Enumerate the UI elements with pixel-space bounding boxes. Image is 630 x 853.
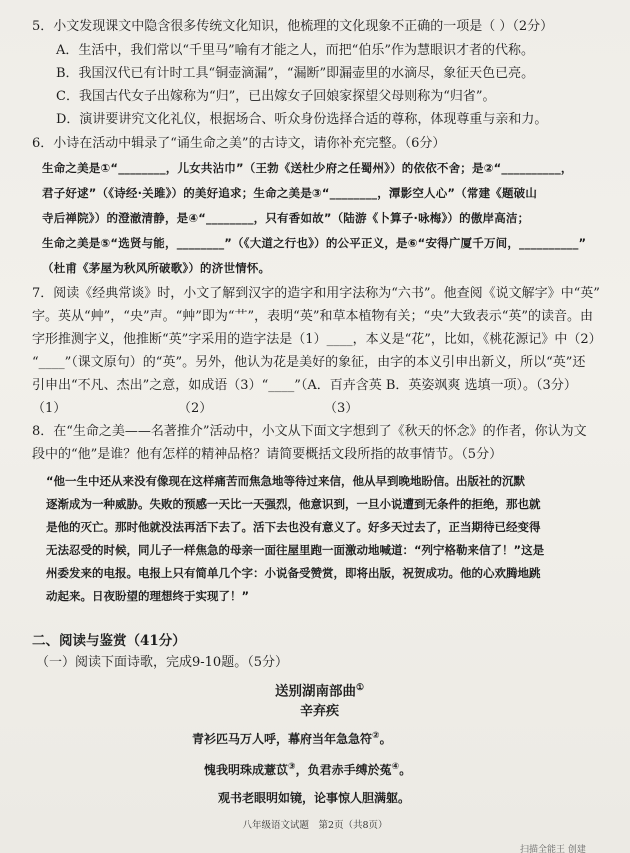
answer-slot-1: （1） bbox=[32, 401, 67, 416]
answer-slot-2: （2） bbox=[178, 401, 213, 416]
question-7-line: 字形推测字义，他推断“英”字采用的造字法是（1）____，本义是“花”，比如，《桃花源记》中（2） bbox=[32, 332, 602, 347]
answer-slot-3: （3） bbox=[324, 401, 359, 416]
footnote-marker: ③ bbox=[288, 761, 296, 772]
poem-title bbox=[32, 678, 607, 702]
question-5-option-a: A．生活中，我们常以“千里马”喻有才能之人，而把“伯乐”作为慧眼识才者的代称。 bbox=[56, 43, 534, 58]
footnote-marker: ④ bbox=[391, 761, 400, 772]
question-5-stem: 5．小文发现课文中隐含很多传统文化知识，他梳理的文化现象不正确的一项是（ ）（2分） bbox=[32, 19, 554, 34]
poem-line-end: 。 bbox=[379, 731, 392, 746]
question-8-quote-line: 无法忍受的时候，同儿子一样焦急的母亲一面往屋里跑一面激动地喊道：“列宁格勒来信了！”这是 bbox=[46, 543, 545, 557]
question-8-quote-line: 逐渐成为一种威胁。失败的预感一天比一天强烈，他意识到，一旦小说遭到无条件的拒绝，那也就 bbox=[46, 497, 541, 511]
question-8-quote-line: 是他的灭亡。那时他就没法再活下去了。活下去也没有意义了。好多天过去了，正当期待已经变得 bbox=[46, 520, 541, 534]
poem-line-end: ，负君赤手缚於菟 bbox=[295, 762, 392, 777]
poem-line-text: 愧我明珠成薏苡 bbox=[204, 762, 289, 777]
question-7-line: 引申出“不凡、杰出”之意，如成语（3）“____”（A．百卉含英 B．英姿飒爽 选填一项）。（3分） bbox=[32, 378, 577, 393]
poem-line: 观书老眼明如镜，论事惊人胆满躯。 bbox=[218, 790, 411, 805]
question-6-line: 生命之美是①“________，儿女共沾巾”（王勃《送杜少府之任蜀州》）的依依不舍；是②“__________， bbox=[42, 161, 573, 175]
question-6-line: 君子好逑”（《诗经·关雎》）的美好追求；生命之美是③“________，潭影空人心”（常建《题破山 bbox=[42, 186, 538, 200]
question-6-stem: 6．小诗在活动中辑录了“诵生命之美”的古诗文，请你补充完整。（6分） bbox=[32, 136, 446, 151]
question-5-option-c: C．我国古代女子出嫁称为“归”，已出嫁女子回娘家探望父母则称为“归省”。 bbox=[56, 89, 496, 104]
question-7-answer-row bbox=[32, 398, 607, 420]
poem-line bbox=[32, 753, 607, 784]
footnote-marker: ② bbox=[372, 730, 380, 741]
question-8-quote-line: 动起来。日夜盼望的理想终于实现了！” bbox=[46, 589, 250, 603]
poem-title-note: ① bbox=[355, 683, 365, 693]
section-title: 二、阅读与鉴赏（41分） bbox=[32, 633, 186, 649]
question-8-quote-line: “他一生中还从来没有像现在这样痛苦而焦急地等待过来信，他从早到晚地盼信。出版社的沉默 bbox=[46, 474, 526, 488]
question-8-line: 8．在“生命之美——名著推介”活动中，小文从下面文字想到了《秋天的怀念》的作者，你认为文 bbox=[32, 424, 587, 439]
poem-author: 辛弃疾 bbox=[299, 703, 339, 719]
question-8-quote-line: 州委发来的电报。电报上只有简单几个字：小说备受赞赏，即将出版，祝贺成功。他的心欢腾地跳 bbox=[46, 566, 541, 580]
question-8-line: 段中的“他”是谁？他有怎样的精神品格？请简要概括文段所指的故事情节。（5分） bbox=[32, 447, 503, 462]
question-5-option-b: B．我国汉代已有计时工具“铜壶滴漏”，“漏断”即漏壶里的水滴尽，象征天色已亮。 bbox=[56, 66, 535, 81]
question-6-line: 寺后禅院》）的澄澈清静，是④“________，只有香如故”（陆游《卜算子·咏梅》）的傲岸高洁； bbox=[42, 211, 530, 225]
section-subtitle: （一）阅读下面诗歌，完成9-10题。（5分） bbox=[36, 655, 288, 670]
page-content bbox=[32, 16, 607, 812]
poem-title-text: 送别湖南部曲 bbox=[274, 683, 356, 700]
scanner-watermark: 扫描全能王 创建 bbox=[520, 845, 586, 853]
question-6-line: （杜甫《茅屋为秋风所破歌》）的济世情怀。 bbox=[42, 261, 271, 275]
question-6-line: 生命之美是⑤“选贤与能，________”（《大道之行也》）的公平正义，是⑥“安得广厦千万间，__________” bbox=[42, 236, 587, 250]
question-7-line: 7．阅读《经典常谈》时，小文了解到汉字的造字和用字法称为“六书”。他查阅《说文解字》中“英” bbox=[32, 286, 600, 301]
page-footer: 八年级语文试题 第2页（共8页） bbox=[242, 820, 388, 831]
poem-line-end: 。 bbox=[399, 762, 412, 777]
question-7-line: 字。英从“艸”，“央”声。“艸”即为“艹”，表明“英”和草本植物有关；“央”大致表示“英”的读音。由 bbox=[32, 309, 594, 324]
question-7-line: “____”（课文原句）的“英”。另外，他认为花是美好的象征，由字的本义引申出新义，所以“英”还 bbox=[32, 355, 586, 370]
question-5-option-d: D．演讲要讲究文化礼仪，根据场合、听众身份选择合适的尊称，体现尊重与亲和力。 bbox=[56, 112, 548, 127]
poem-line bbox=[32, 722, 607, 753]
poem-line-text: 青衫匹马万人呼，幕府当年急急符 bbox=[192, 731, 373, 746]
